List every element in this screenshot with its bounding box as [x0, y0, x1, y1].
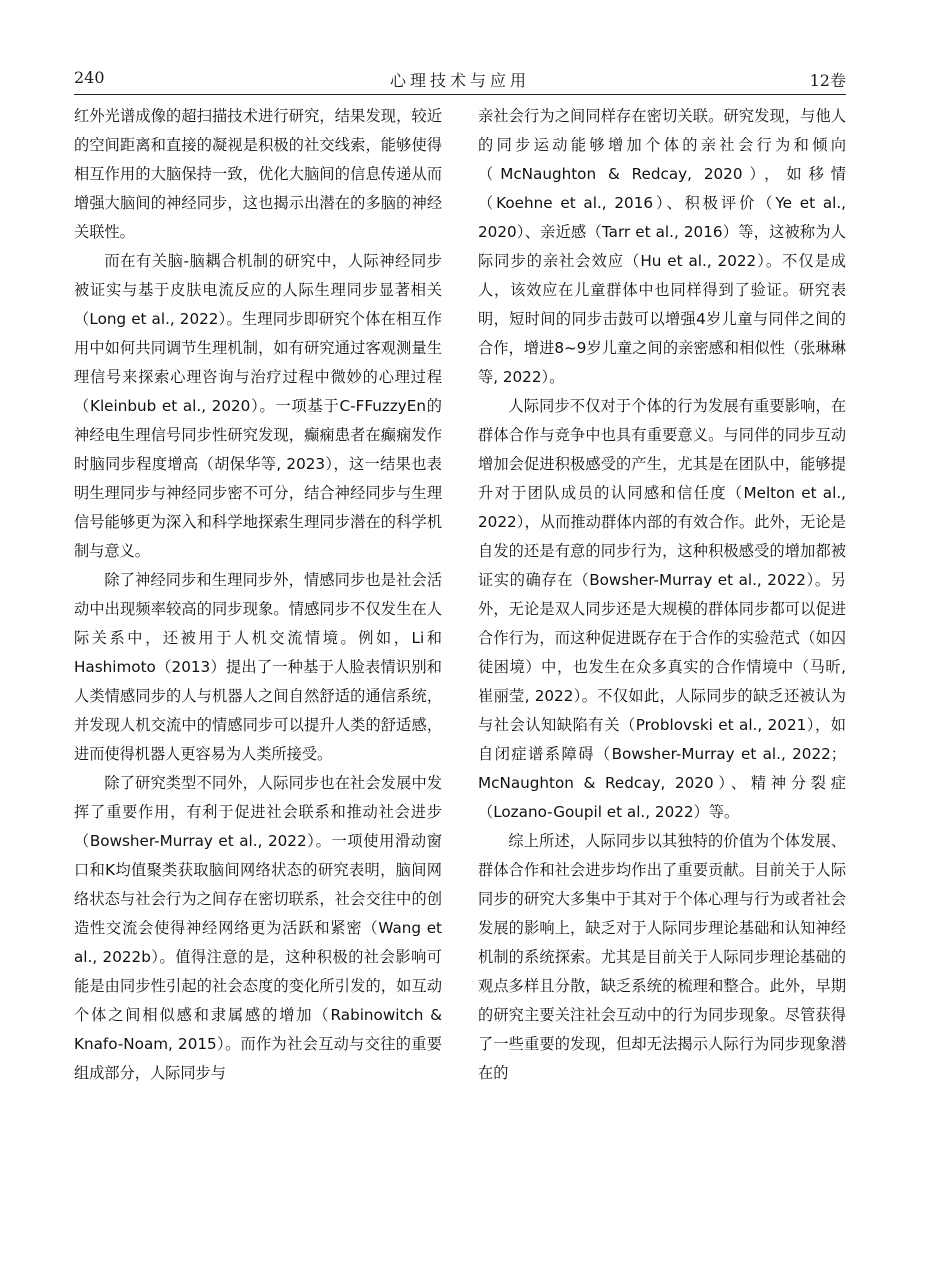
running-header	[74, 68, 846, 92]
paragraph: 而在有关脑-脑耦合机制的研究中，人际神经同步被证实与基于皮肤电流反应的人际生理同步显著相关（Long et al., 2022）。生理同步即研究个体在相互作用中如何共同调节生理机制，如有研究通过客观测量生理信号来探索心理咨询与治疗过程中微妙的心理过程（Kleinbub et al., 2020）。一项基于C-FFuzzyEn的神经电生理信号同步性研究发现，癫痫患者在癫痫发作时脑同步程度增高（胡保华等, 2023），这一结果也表明生理同步与神经同步密不可分，结合神经同步与生理信号能够更为深入和科学地探索生理同步潜在的科学机制与意义。	[74, 252, 442, 560]
paragraph: 除了神经同步和生理同步外，情感同步也是社会活动中出现频率较高的同步现象。情感同步不仅发生在人际关系中，还被用于人机交流情境。例如，Li和Hashimoto（2013）提出了一种基于人脸表情识别和人类情感同步的人与机器人之间自然舒适的通信系统，并发现人机交流中的情感同步可以提升人类的舒适感，进而使得机器人更容易为人类所接受。	[74, 571, 442, 763]
volume-label: 12卷	[809, 71, 846, 90]
paragraph: 亲社会行为之间同样存在密切关联。研究发现，与他人的同步运动能够增加个体的亲社会行为和倾向（McNaughton & Redcay, 2020），如移情（Koehne et al., 2016）、积极评价（Ye et al., 2020）、亲近感（Tarr et al., 2016）等，这被称为人际同步的亲社会效应（Hu et al., 2022）。不仅是成人，该效应在儿童群体中也同样得到了验证。研究表明，短时间的同步击鼓可以增强4岁儿童与同伴之间的合作，增进8~9岁儿童之间的亲密感和相似性（张琳琳等, 2022）。	[478, 107, 846, 386]
page-number: 240	[74, 68, 105, 87]
journal-title: 心理技术与应用	[389, 71, 530, 90]
header-rule	[74, 94, 846, 95]
paragraph: 除了研究类型不同外，人际同步也在社会发展中发挥了重要作用，有利于促进社会联系和推动社会进步（Bowsher-Murray et al., 2022）。一项使用滑动窗口和K均值聚类获取脑间网络状态的研究表明，脑间网络状态与社会行为之间存在密切联系，社会交往中的创造性交流会使得神经网络更为活跃和紧密（Wang et al., 2022b）。值得注意的是，这种积极的社会影响可能是由同步性引起的社会态度的变化所引发的，如互动个体之间相似感和隶属感的增加（Rabinowitch & Knafo-Noam, 2015）。而作为社会互动与交往的重要组成部分，人际同步与	[74, 774, 442, 1082]
right-column	[478, 102, 846, 1088]
paragraph: 人际同步不仅对于个体的行为发展有重要影响，在群体合作与竞争中也具有重要意义。与同伴的同步互动增加会促进积极感受的产生，尤其是在团队中，能够提升对于团队成员的认同感和信任度（Melton et al., 2022），从而推动群体内部的有效合作。此外，无论是自发的还是有意的同步行为，这种积极感受的增加都被证实的确存在（Bowsher-Murray et al., 2022）。另外，无论是双人同步还是大规模的群体同步都可以促进合作行为，而这种促进既存在于合作的实验范式（如囚徒困境）中，也发生在众多真实的合作情境中（马昕, 崔丽莹, 2022）。不仅如此，人际同步的缺乏还被认为与社会认知缺陷有关（Problovski et al., 2021），如自闭症谱系障碍（Bowsher-Murray et al., 2022；McNaughton & Redcay, 2020）、精神分裂症（Lozano-Goupil et al., 2022）等。	[478, 397, 846, 821]
paragraph: 综上所述，人际同步以其独特的价值为个体发展、群体合作和社会进步均作出了重要贡献。目前关于人际同步的研究大多集中于其对于个体心理与行为或者社会发展的影响上，缺乏对于人际同步理论基础和认知神经机制的系统探索。尤其是目前关于人际同步理论基础的观点多样且分散，缺乏系统的梳理和整合。此外，早期的研究主要关注社会互动中的行为同步现象。尽管获得了一些重要的发现，但却无法揭示人际行为同步现象潜在的	[478, 832, 846, 1082]
left-column	[74, 102, 442, 1088]
paragraph: 红外光谱成像的超扫描技术进行研究，结果发现，较近的空间距离和直接的凝视是积极的社交线索，能够使得相互作用的大脑保持一致，优化大脑间的信息传递从而增强大脑间的神经同步，这也揭示出潜在的多脑的神经关联性。	[74, 107, 442, 241]
